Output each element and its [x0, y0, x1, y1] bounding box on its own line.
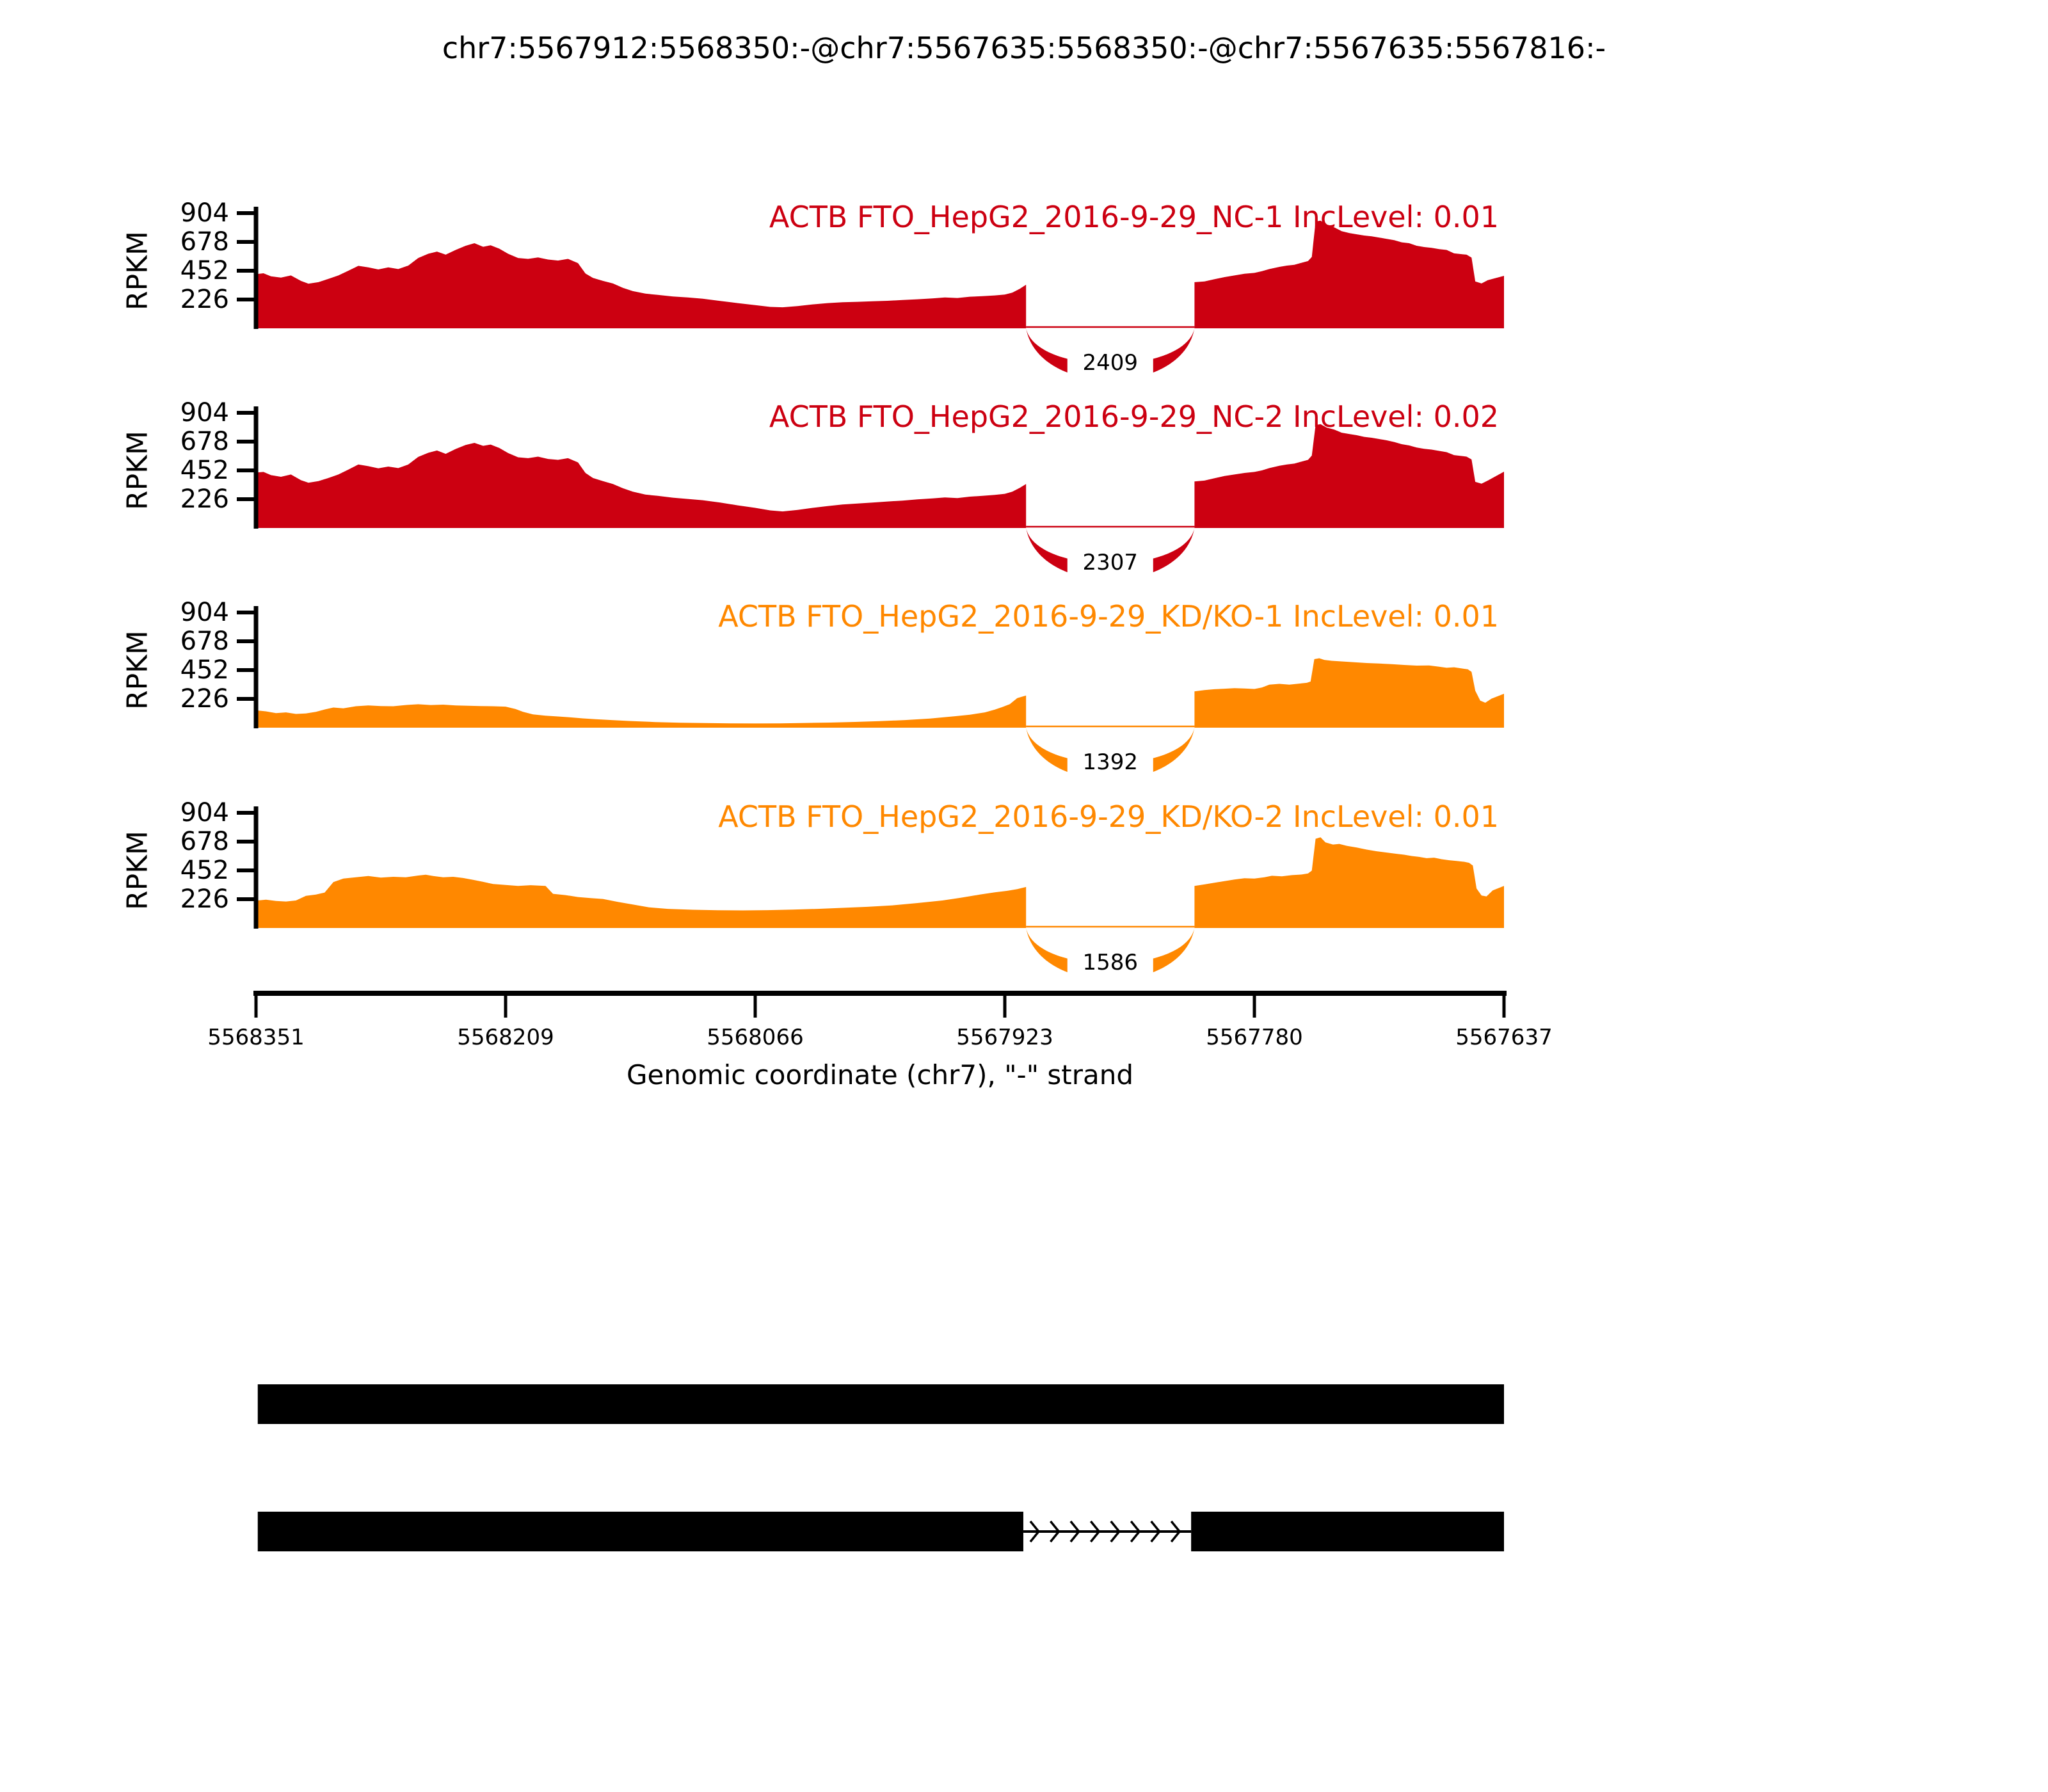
exon-block	[258, 1384, 1504, 1424]
y-tick-label: 452	[180, 256, 229, 285]
y-tick-label: 904	[180, 798, 229, 828]
y-tick-label: 226	[180, 484, 229, 514]
x-tick-label: 5568351	[207, 1025, 305, 1050]
x-tick-label: 5567923	[956, 1025, 1053, 1050]
x-tick-label: 5568066	[707, 1025, 804, 1050]
junction-count-label: 1392	[1082, 749, 1139, 775]
coverage-track-3	[122, 598, 1505, 781]
y-tick-label: 226	[180, 684, 229, 714]
coverage-area	[256, 837, 1504, 928]
x-axis-title: Genomic coordinate (chr7), "-" strand	[626, 1059, 1134, 1091]
y-tick-label: 904	[180, 398, 229, 428]
y-tick-label: 226	[180, 884, 229, 914]
y-axis-title: RPKM	[121, 630, 154, 710]
coverage-track-4	[122, 798, 1505, 982]
x-tick-label: 5567780	[1206, 1025, 1303, 1050]
junction-count-label: 1586	[1082, 950, 1139, 975]
junction-count-label: 2307	[1082, 550, 1139, 575]
exon-block	[1191, 1512, 1504, 1551]
coverage-track-2	[122, 398, 1505, 582]
x-tick-label: 5567637	[1455, 1025, 1553, 1050]
x-axis	[207, 993, 1552, 1091]
x-tick-label: 5568209	[457, 1025, 554, 1050]
y-tick-label: 904	[180, 598, 229, 627]
coverage-track-1	[122, 198, 1505, 382]
y-tick-label: 678	[180, 227, 229, 257]
coverage-area	[256, 221, 1504, 328]
y-tick-label: 904	[180, 198, 229, 228]
exon-block	[258, 1512, 1023, 1551]
y-tick-label: 678	[180, 627, 229, 656]
y-axis-title: RPKM	[121, 231, 154, 310]
coverage-area	[256, 424, 1504, 528]
junction-count-label: 2409	[1082, 350, 1139, 376]
y-axis-title: RPKM	[121, 431, 154, 510]
y-tick-label: 452	[180, 655, 229, 685]
y-tick-label: 226	[180, 285, 229, 314]
track-label: ACTB FTO_HepG2_2016-9-29_KD/KO-1 IncLevel: 0.01	[718, 599, 1499, 634]
gene-isoform-2	[258, 1512, 1504, 1551]
y-axis-title: RPKM	[121, 831, 154, 910]
track-label: ACTB FTO_HepG2_2016-9-29_KD/KO-2 IncLevel: 0.01	[718, 799, 1499, 834]
y-tick-label: 678	[180, 827, 229, 856]
track-label: ACTB FTO_HepG2_2016-9-29_NC-1 IncLevel: 0.01	[769, 200, 1499, 234]
y-tick-label: 452	[180, 856, 229, 885]
coverage-area	[256, 659, 1504, 728]
gene-isoform-1	[258, 1384, 1504, 1424]
track-label: ACTB FTO_HepG2_2016-9-29_NC-2 IncLevel: 0.02	[769, 399, 1499, 434]
y-tick-label: 452	[180, 456, 229, 485]
figure-title: chr7:5567912:5568350:-@chr7:5567635:5568350:-@chr7:5567635:5567816:-	[442, 31, 1606, 65]
y-tick-label: 678	[180, 427, 229, 456]
